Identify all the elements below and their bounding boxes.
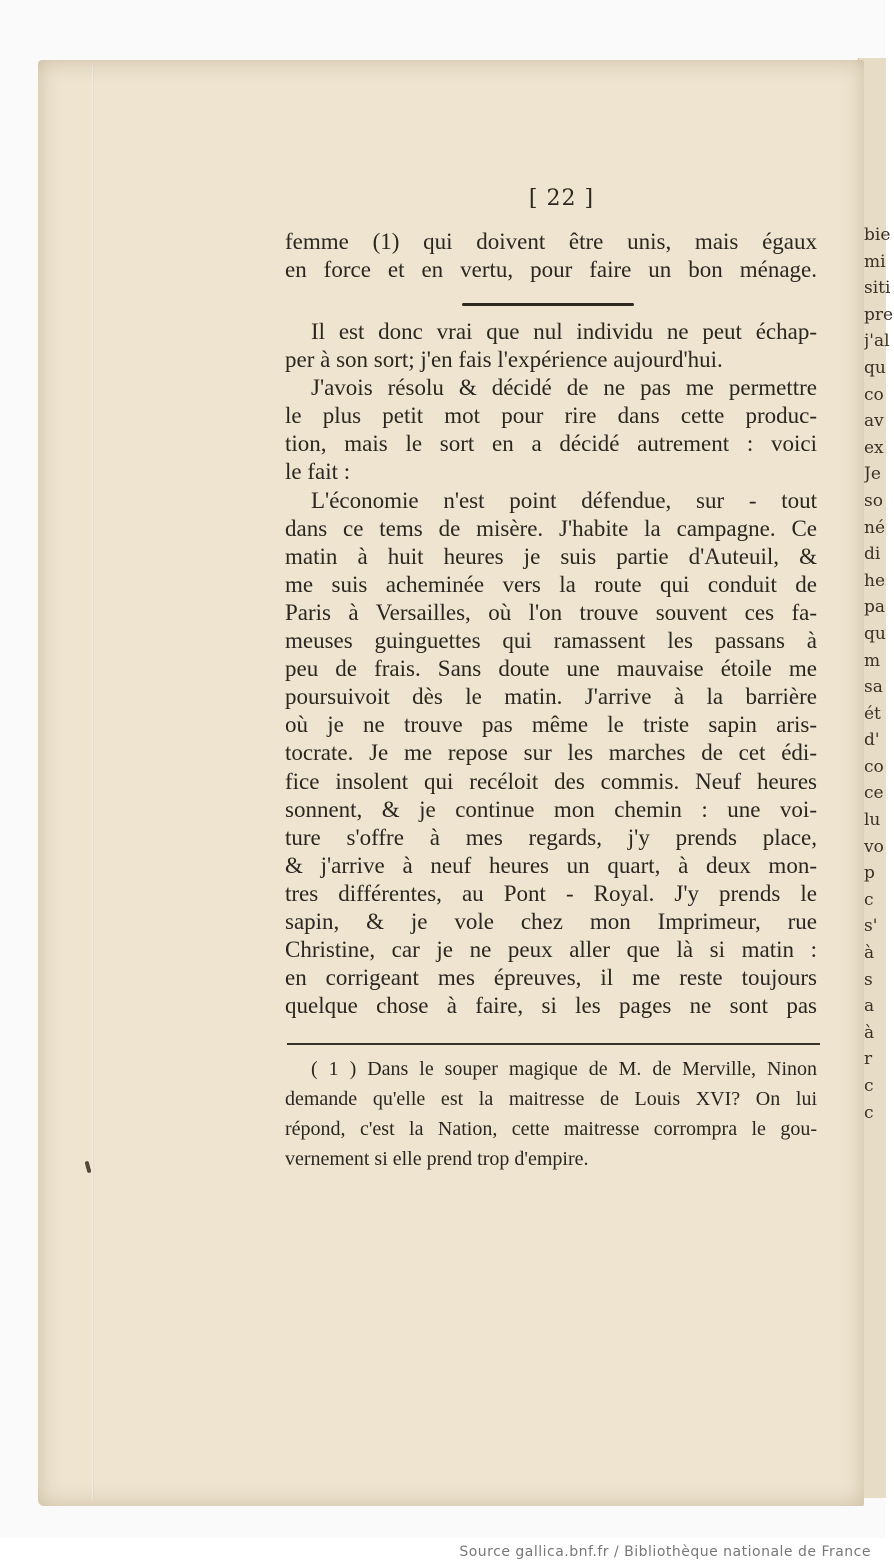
facing-page-fragment: c: [864, 1102, 874, 1123]
text-line: femme (1) qui doivent être unis, mais égaux: [285, 229, 817, 254]
text-line: sonnent, & je continue mon chemin : une voi-: [285, 796, 817, 822]
facing-page-fragment: d': [864, 730, 880, 751]
facing-page-fragment: ét: [864, 703, 881, 724]
source-credit: Source gallica.bnf.fr / Bibliothèque nationale de France: [459, 1544, 871, 1560]
facing-page-fragment: lu: [864, 810, 881, 831]
text-line: fice insolent qui recéloit des commis. Neuf heures: [285, 768, 817, 794]
facing-page-fragment: av: [864, 411, 884, 432]
text-line: tres différentes, au Pont - Royal. J'y prends le: [285, 880, 817, 906]
text-line: le fait :: [285, 459, 351, 485]
facing-page-fragment: à: [864, 943, 875, 964]
text-line: peu de frais. Sans doute une mauvaise étoile me: [285, 656, 817, 682]
text-line: matin à huit heures je suis partie d'Auteuil, &: [285, 543, 817, 569]
text-line: demande qu'elle est la maitresse de Louis XVI? On lui: [285, 1088, 817, 1110]
text-line: tion, mais le sort en a décidé autrement : voici: [285, 431, 817, 457]
text-line: poursuivoit dès le matin. J'arrive à la barrière: [285, 684, 817, 710]
facing-page-fragment: p: [864, 863, 875, 884]
facing-page-fragment: r: [864, 1049, 873, 1070]
facing-page-fragment: qu: [864, 623, 886, 644]
facing-page-fragment: c: [864, 1076, 874, 1096]
facing-page-fragment: so: [864, 490, 883, 511]
page-fold: [92, 66, 94, 1500]
text-line: Paris à Versailles, où l'on trouve souvent ces fa-: [285, 599, 817, 625]
carryover-text: [285, 228, 817, 284]
facing-page-fragment: vo: [864, 836, 884, 857]
facing-page-fragment: bie: [864, 225, 891, 245]
facing-page-fragment: co: [864, 756, 884, 777]
facing-page-text: [864, 222, 894, 1126]
text-line: Il est donc vrai que nul individu ne peut échap-: [311, 319, 817, 344]
facing-page-fragment: ex: [864, 437, 884, 458]
text-line: répond, c'est la Nation, cette maitresse corrompra le gou-: [285, 1118, 817, 1140]
text-line: vernement si elle prend trop d'empire.: [285, 1148, 589, 1170]
text-line: ( 1 ) Dans le souper magique de M. de Merville, Ninon: [311, 1058, 817, 1080]
facing-page-fragment: he: [864, 570, 886, 591]
text-line: L'économie n'est point défendue, sur - tout: [311, 487, 817, 513]
facing-page-fragment: pa: [864, 597, 886, 618]
facing-page-fragment: a: [864, 996, 875, 1017]
text-line: J'avois résolu & décidé de ne pas me permettre: [311, 375, 817, 401]
facing-page-fragment: j'al: [864, 331, 890, 352]
facing-page-fragment: s': [864, 916, 878, 937]
text-line: dans ce tems de misère. J'habite la campagne. Ce: [285, 515, 817, 541]
text-line: Christine, car je ne peux aller que là si matin :: [285, 937, 817, 963]
facing-page-fragment: Je: [864, 464, 881, 485]
text-line: ture s'offre à mes regards, j'y prends place,: [285, 824, 817, 850]
footnote: [285, 1054, 817, 1174]
facing-page-fragment: sa: [864, 677, 883, 698]
facing-page-fragment: siti: [864, 278, 891, 299]
footnote-rule: [287, 1043, 820, 1045]
text-line: meuses guinguettes qui ramassent les passans à: [285, 628, 817, 654]
facing-page-fragment: mi: [864, 251, 886, 272]
facing-page-fragment: co: [864, 384, 884, 405]
facing-page-fragment: m: [864, 650, 881, 671]
facing-page-fragment: à: [864, 1022, 875, 1043]
facing-page-fragment: qu: [864, 357, 886, 378]
facing-page-fragment: di: [864, 544, 881, 565]
facing-page-fragment: ce: [864, 783, 884, 804]
text-line: tocrate. Je me repose sur les marches de cet édi-: [285, 740, 817, 766]
text-line: me suis acheminée vers la route qui conduit de: [285, 571, 817, 597]
text-line: en corrigeant mes épreuves, il me reste toujours: [285, 965, 817, 991]
text-line: sapin, & je vole chez mon Imprimeur, rue: [285, 908, 817, 934]
facing-page-fragment: c: [864, 889, 874, 910]
facing-page-fragment: s: [864, 969, 873, 990]
text-line: le plus petit mot pour rire dans cette produc-: [285, 403, 817, 429]
text-line: où je ne trouve pas même le triste sapin aris-: [285, 712, 817, 738]
text-line: en force et en vertu, pour faire un bon ménage.: [285, 257, 817, 282]
facing-page-fragment: né: [864, 517, 886, 538]
section-divider: [462, 303, 634, 306]
text-line: per à son sort; j'en fais l'expérience aujourd'hui.: [285, 347, 723, 373]
page-number: [ 22 ]: [528, 186, 595, 211]
main-paragraphs: [285, 318, 817, 1020]
facing-page-fragment: pre: [864, 304, 894, 325]
text-line: & j'arrive à neuf heures un quart, à deux mon-: [285, 852, 817, 878]
text-line: quelque chose à faire, si les pages ne sont pas: [285, 993, 817, 1019]
